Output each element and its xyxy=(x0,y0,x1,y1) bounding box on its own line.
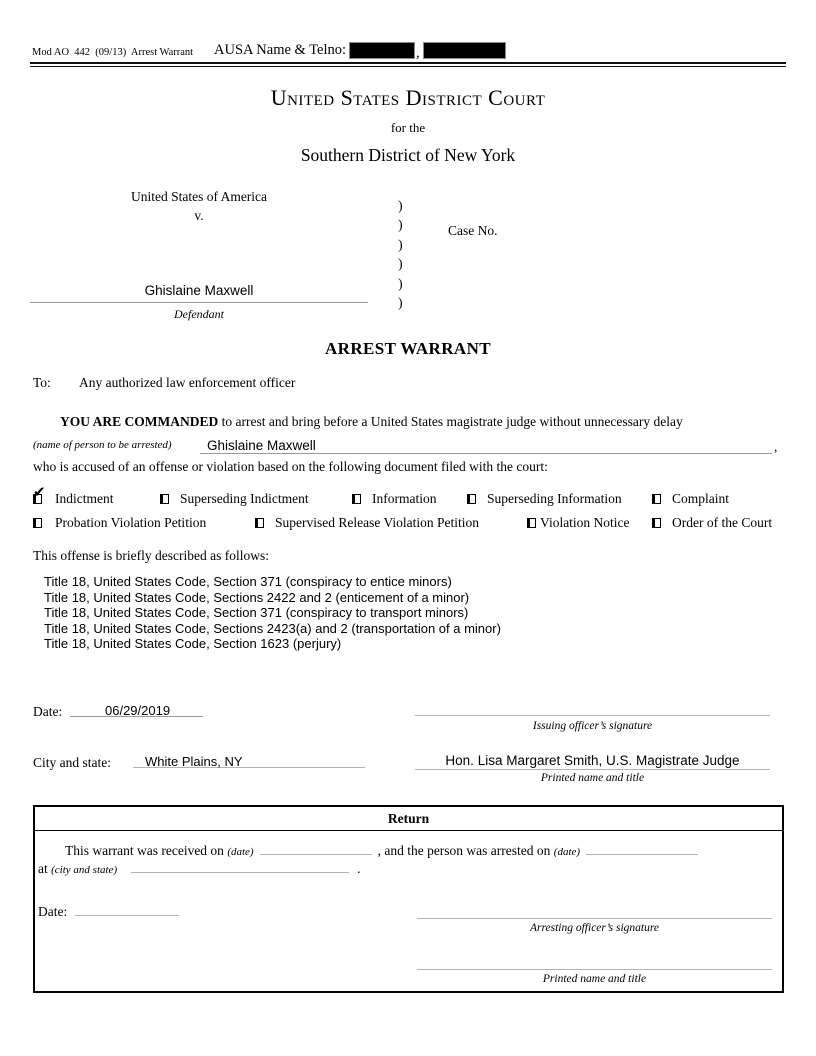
caption-parens xyxy=(398,197,403,313)
defendant-label: Defendant xyxy=(174,307,224,321)
offense-line: Title 18, United States Code, Sections 2422 and 2 (enticement of a minor) xyxy=(44,589,470,605)
form-id: Mod AO 442 (09/13) Arrest Warrant xyxy=(32,47,194,58)
arrested-date-hint: (date) xyxy=(553,846,581,858)
return-section xyxy=(33,805,784,993)
doc-option-label: Indictment xyxy=(55,491,114,506)
for-the: for the xyxy=(390,120,426,135)
printed-name-label: Printed name and title xyxy=(540,772,645,784)
offense-line: Title 18, United States Code, Section 371 (conspiracy to entice minors) xyxy=(44,574,452,589)
received-date-hint: (date) xyxy=(227,846,254,858)
doc-option-label: Order of the Court xyxy=(672,515,773,530)
redaction-box-name xyxy=(349,42,415,59)
defendant-name-field[interactable]: Ghislaine Maxwell xyxy=(144,283,254,298)
doc-option-superseding-information[interactable] xyxy=(467,491,622,507)
arrest-warrant-title: ARREST WARRANT xyxy=(324,339,492,358)
commanded-line xyxy=(33,414,783,430)
issue-date-field[interactable] xyxy=(70,701,203,717)
doc-option-label: Violation Notice xyxy=(540,515,630,530)
to-value: Any authorized law enforcement officer xyxy=(79,375,296,390)
offense-line: Title 18, United States Code, Sections 2423(a) and 2 (transportation of a minor) xyxy=(44,620,501,636)
ausa-label: AUSA Name & Telno: xyxy=(214,42,347,58)
arrestee-name-value[interactable]: Ghislaine Maxwell xyxy=(207,438,316,453)
return-printed-name-label: Printed name and title xyxy=(542,973,647,985)
name-hint: (name of person to be arrested) xyxy=(33,439,172,451)
doc-option-information[interactable] xyxy=(352,491,436,507)
checkbox-violation-notice[interactable] xyxy=(527,518,536,528)
doc-option-probation-violation[interactable] xyxy=(33,515,206,531)
doc-option-label: Superseding Indictment xyxy=(180,491,309,506)
printed-name-value[interactable]: Hon. Lisa Margaret Smith, U.S. Magistrate Judge xyxy=(445,753,740,768)
city-state-value[interactable]: White Plains, NY xyxy=(145,754,243,769)
at-text: at xyxy=(38,861,52,876)
court-title: United States District Court xyxy=(270,85,546,110)
checkbox-superseding-indictment[interactable] xyxy=(160,494,169,504)
doc-option-label: Complaint xyxy=(672,491,729,506)
arrest-city-field[interactable] xyxy=(131,860,349,873)
doc-option-supervised-release[interactable] xyxy=(255,515,479,531)
issuing-signature-field[interactable] xyxy=(415,715,770,716)
checkbox-probation-violation[interactable] xyxy=(33,518,42,528)
doc-option-order-of-court[interactable] xyxy=(652,515,772,531)
header-divider xyxy=(30,62,786,67)
case-no-label: Case No. xyxy=(448,223,498,238)
name-trailing-comma: , xyxy=(774,439,778,454)
return-date-field[interactable] xyxy=(75,903,179,916)
offense-lines xyxy=(44,574,501,652)
checkbox-superseding-information[interactable] xyxy=(467,494,476,504)
redaction-box-telno xyxy=(423,42,506,59)
return-line-1 xyxy=(43,842,778,859)
received-text: This warrant was received on xyxy=(65,843,228,858)
paren-glyph: ) xyxy=(398,257,403,273)
arrested-date-field[interactable] xyxy=(586,842,698,855)
doc-option-label: Superseding Information xyxy=(487,491,622,506)
return-line-2 xyxy=(38,860,778,877)
commanded-rest: to arrest and bring before a United States magistrate judge without unnecessary delay xyxy=(218,414,683,429)
offense-line: Title 18, United States Code, Section 1623 (perjury) xyxy=(44,636,342,652)
checkbox-indictment-checked[interactable] xyxy=(33,483,46,504)
arrestee-name-field[interactable] xyxy=(200,436,772,454)
district-name: Southern District of New York xyxy=(300,145,516,165)
to-label: To: xyxy=(33,375,51,390)
arrest-city-hint: (city and state) xyxy=(51,864,118,876)
doc-option-indictment[interactable] xyxy=(33,483,114,507)
arrested-text: , and the person was arrested on xyxy=(377,843,554,858)
arresting-signature-label: Arresting officer’s signature xyxy=(529,922,660,934)
received-date-field[interactable] xyxy=(260,842,372,855)
doc-option-violation-notice[interactable] xyxy=(527,515,630,531)
paren-glyph: ) xyxy=(398,276,403,292)
issuing-signature-label: Issuing officer’s signature xyxy=(532,720,653,732)
plaintiff: United States of America xyxy=(130,189,268,204)
printed-name-underline xyxy=(415,769,770,770)
doc-option-label: Probation Violation Petition xyxy=(55,515,207,530)
versus: v. xyxy=(194,208,204,223)
return-title: Return xyxy=(35,807,782,831)
paren-glyph: ) xyxy=(398,199,403,214)
checkbox-complaint[interactable] xyxy=(652,494,661,504)
doc-option-complaint[interactable] xyxy=(652,491,729,507)
checkbox-supervised-release[interactable] xyxy=(255,518,264,528)
redaction-separator: , xyxy=(416,45,420,61)
checkbox-order-of-court[interactable] xyxy=(652,518,661,528)
return-date-label: Date: xyxy=(38,904,68,919)
doc-option-label: Supervised Release Violation Petition xyxy=(275,515,480,530)
check-icon: ✔ xyxy=(33,483,46,501)
paren-glyph: ) xyxy=(398,218,403,234)
return-date-line xyxy=(38,903,179,920)
checkbox-information[interactable] xyxy=(352,494,361,504)
accused-line: who is accused of an offense or violation based on the following document filed with the court: xyxy=(33,459,548,474)
offense-intro: This offense is briefly described as follows: xyxy=(33,548,269,563)
city-state-field[interactable] xyxy=(133,752,365,768)
defendant-underline xyxy=(30,302,368,303)
issue-date-value[interactable]: 06/29/2019 xyxy=(105,703,171,718)
city-state-label: City and state: xyxy=(33,755,111,770)
doc-option-label: Information xyxy=(372,491,437,506)
doc-option-superseding-indictment[interactable] xyxy=(160,491,309,507)
period: . xyxy=(357,861,361,876)
arresting-signature-field[interactable] xyxy=(417,918,772,919)
paren-glyph: ) xyxy=(398,296,403,312)
commanded-bold: YOU ARE COMMANDED xyxy=(60,414,219,429)
paren-glyph: ) xyxy=(398,237,403,253)
return-printed-name-field[interactable] xyxy=(417,969,772,970)
date-label: Date: xyxy=(33,704,63,719)
offense-line: Title 18, United States Code, Section 371 (conspiracy to transport minors) xyxy=(44,605,469,621)
